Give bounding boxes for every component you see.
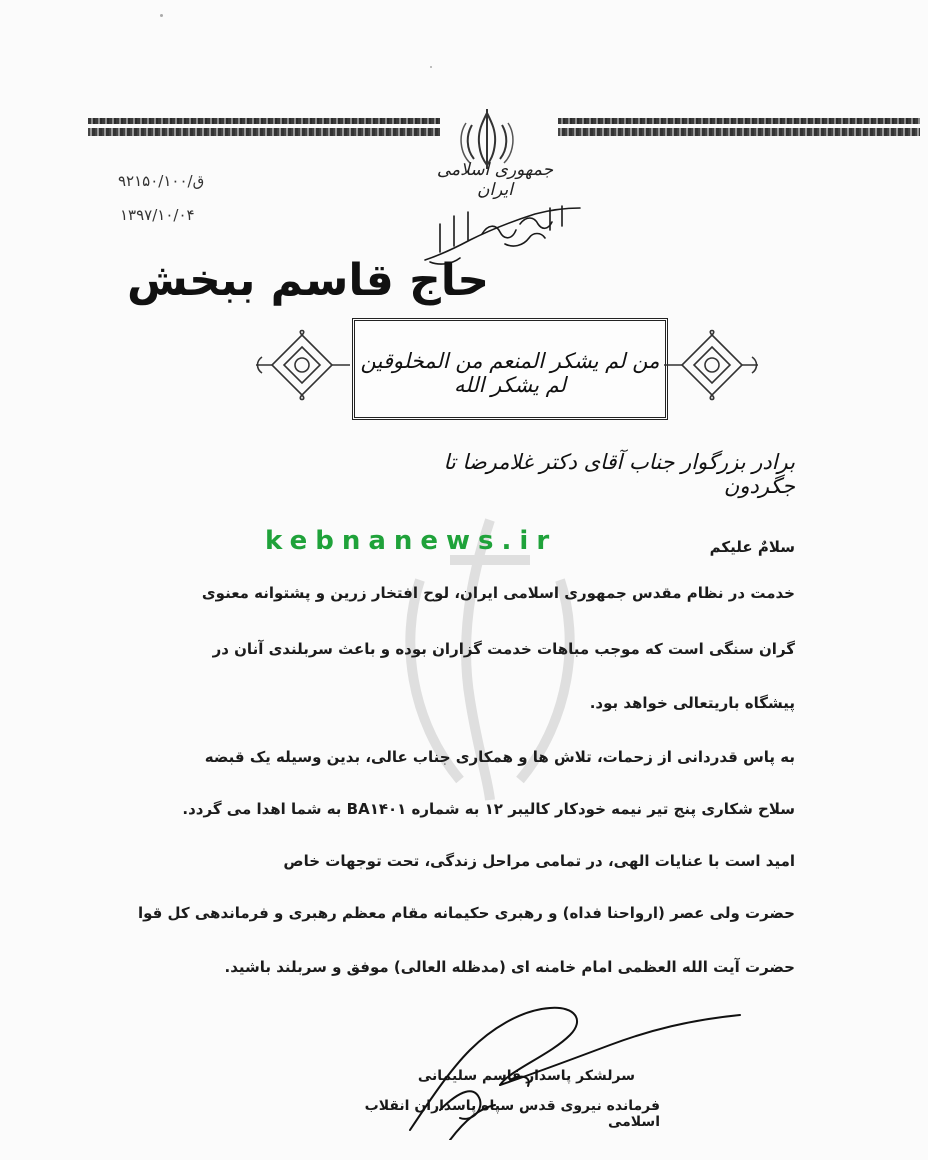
letter-date: ۱۳۹۷/۱۰/۰۴ xyxy=(120,206,195,224)
body-line-4: به پاس قدردانی از زحمات، تلاش ها و همکاری جناب عالی، بدین وسیله یک قبضه xyxy=(204,748,795,766)
overlay-title: حاج قاسم ببخش xyxy=(126,255,490,306)
scan-speck xyxy=(160,14,163,17)
greeting: سلامٌ علیکم xyxy=(709,538,795,556)
body-line-6: امید است با عنایات الهی، در تمامی مراحل زندگی، تحت توجهات خاص xyxy=(283,852,795,870)
header-rule-left xyxy=(88,118,440,140)
handwritten-signature xyxy=(350,990,760,1140)
body-line-5: سلاح شکاری پنج تیر نیمه خودکار کالیبر ۱۲ به شماره BA۱۴۰۱ به شما اهدا می گردد. xyxy=(182,800,795,818)
body-line-3: پیشگاه باریتعالی خواهد بود. xyxy=(589,694,795,712)
left-ornament-icon xyxy=(252,325,352,405)
body-line-7: حضرت ولی عصر (ارواحنا فداه) و رهبری حکیمانه مقام معظم رهبری و فرماندهی کل قوا xyxy=(137,904,795,922)
svg-text:بسم الله الرحمن الرحیم: بسم الله الرحمن الرحیم xyxy=(494,268,506,269)
country-name: جمهوری اسلامی ایران xyxy=(436,160,554,200)
motto-frame xyxy=(352,318,668,420)
body-line-1: خدمت در نظام مقدس جمهوری اسلامی ایران، لوح افتخار زرین و پشتوانه معنوی xyxy=(201,584,795,602)
scan-speck xyxy=(430,66,432,68)
site-watermark: kebnanews.ir xyxy=(265,526,558,556)
header-rule-right xyxy=(558,118,920,140)
addressee: برادر بزرگوار جناب آقای دکتر غلامرضا تا جگردون xyxy=(443,450,795,498)
reference-number: ق/۹۲۱۵۰/۱۰۰ xyxy=(118,172,205,190)
signer-title: فرمانده نیروی قدس سپاه پاسداران انقلاب اسلامی xyxy=(364,1098,660,1130)
body-line-2: گران سنگی است که موجب مباهات خدمت گزاران بوده و باعث سربلندی آنان در xyxy=(212,640,795,658)
body-line-8: حضرت آیت الله العظمی امام خامنه ای (مدظله العالی) موفق و سربلند باشید. xyxy=(224,958,795,976)
signer-name: سرلشکر پاسدار قاسم سلیمانی xyxy=(417,1068,635,1084)
motto-text: من لم یشکر المنعم من المخلوقین لم یشکر الله xyxy=(360,349,660,397)
right-ornament-icon xyxy=(662,325,762,405)
